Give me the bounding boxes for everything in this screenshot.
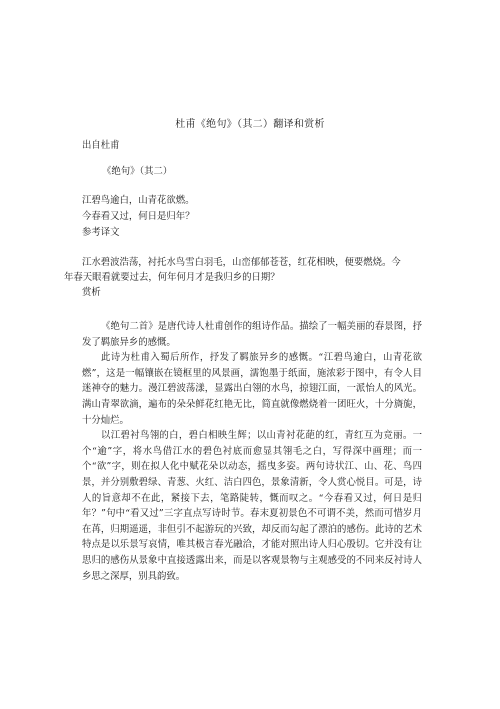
analysis-paragraph-3: 以江碧衬鸟翎的白，碧白相映生辉；以山青衬花葩的红，青红互为竞丽。一个“逾”字，将水鸟借江水的碧色衬底而愈显其翎毛之白，写得深中画理；而一个“欲”字，则在拟人化中赋花朵以动态，摇曳多姿。两句诗状江、山、花、鸟四景，并分别敷碧绿、青葱、火红、洁白四色，景象清新，令人赏心悦目。可是，诗人的旨意却不在此，紧接下去，笔路陡转，慨而叹之。“今春看又过，何日是归年？”句中“看又过”三字直点写诗时节。春末夏初景色不可谓不美，然而可惜岁月在苒，归期遥遥，非但引不起游玩的兴致，却反而勾起了漂泊的感伤。此诗的艺术特点是以乐景写哀情，唯其极言春光融洽，才能对照出诗人归心殷切。它并没有让思归的感伤从景象中直接透露出来，而是以客观景物与主观感受的不同来反衬诗人乡思之深厚，别具韵致。	[82, 430, 422, 582]
source-line: 出自杜甫	[82, 140, 120, 151]
translation-line-1: 江水碧波浩荡，衬托水鸟雪白羽毛，山峦郁郁苍苍，红花相映，便要燃烧。今	[82, 257, 401, 268]
poem-title: 《绝句》（其二）	[102, 166, 173, 177]
analysis-paragraph-2: 此诗为杜甫入蜀后所作，抒发了羁旅异乡的感慨。“江碧鸟逾白，山青花欲燃”，这是一幅镶嵌在镜框里的风景画，濡饱墨于纸面，施浓彩于图中，有令人目迷神夺的魅力。漫江碧波荡漾，显露出白翎的水鸟，掠翅江面，一派怡人的风光。满山青翠欲滴，遍布的朵朵鲜花红艳无比，简直就像燃烧着一团旺火，十分旖旎，十分灿烂。	[82, 352, 422, 426]
analysis-paragraph-1: 《绝句二首》是唐代诗人杜甫创作的组诗作品。描绘了一幅美丽的春景图，抒发了羁旅异乡的感慨。	[82, 321, 422, 348]
poem-line-2: 今春看又过，何日是归年？	[82, 211, 195, 222]
translation-line-2: 年春天眼看就要过去，何年何月才是我归乡的日期？	[64, 272, 280, 283]
translation-heading: 参考译文	[82, 227, 120, 238]
analysis-heading: 赏析	[82, 287, 101, 298]
analysis-body	[82, 319, 422, 584]
poem-line-1: 江碧鸟逾白，山青花欲燃。	[82, 195, 195, 206]
document-title: 杜甫《绝句》（其二）翻译和赏析	[175, 119, 325, 130]
